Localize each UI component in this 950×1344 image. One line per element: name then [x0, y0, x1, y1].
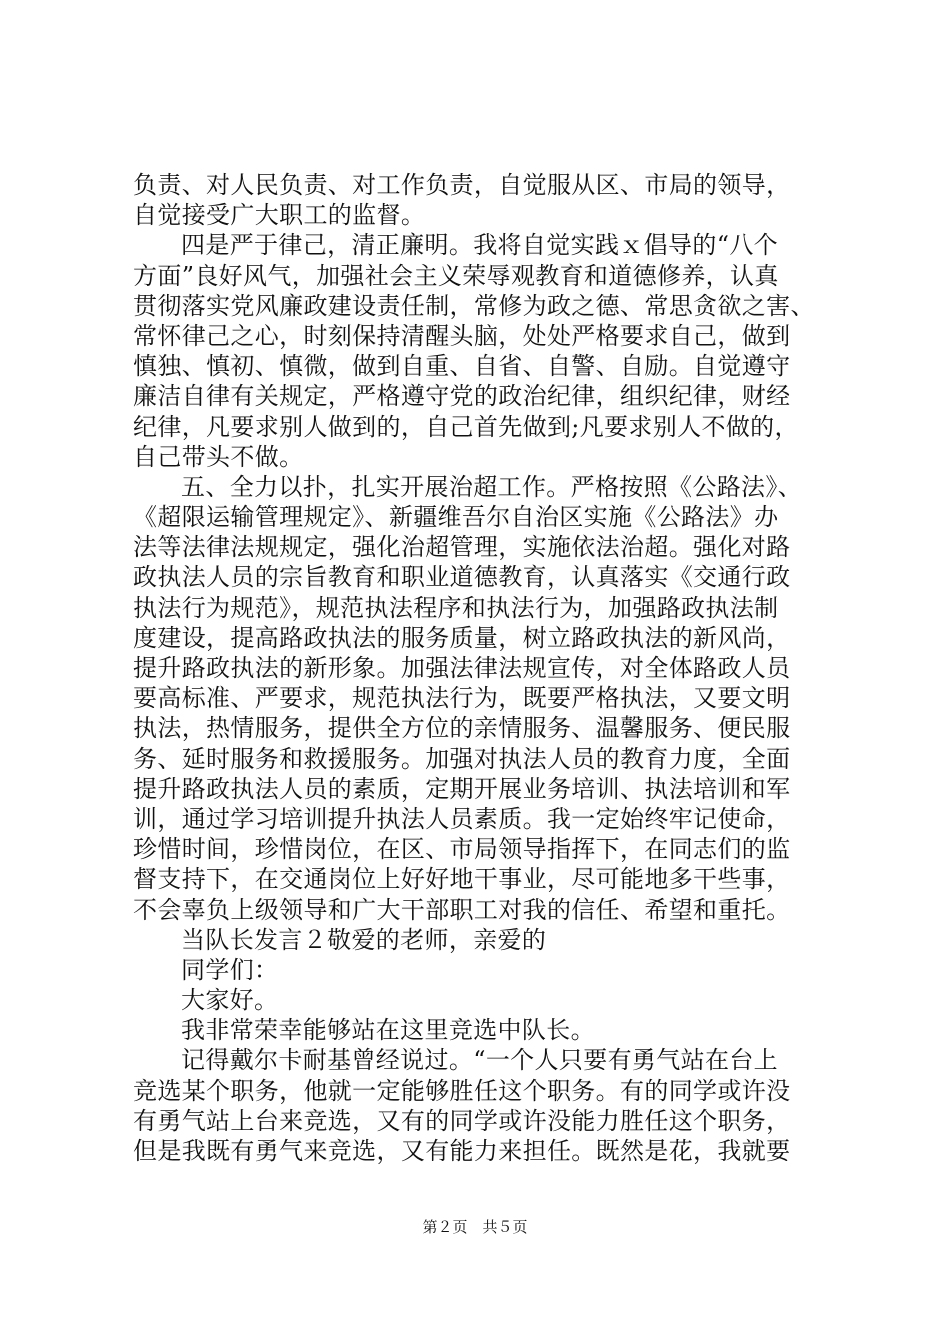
text-line: 务、延时服务和救援服务。加强对执法人员的教育力度，全面	[133, 744, 791, 773]
text-line: 但是我既有勇气来竞选，又有能力来担任。既然是花，我就要	[133, 1137, 791, 1165]
text-line: 提升路政执法的新形象。加强法律法规宣传，对全体路政人员	[133, 654, 791, 682]
text-line: 督支持下，在交通岗位上好好地干事业，尽可能地多干些事，	[133, 865, 791, 894]
text-line: 法等法律法规规定，强化治超管理，实施依法治超。强化对路	[133, 533, 791, 562]
text-line: 负责、对人民负责、对工作负责，自觉服从区、市局的领导，	[133, 171, 791, 199]
text-line: 《超限运输管理规定》、新疆维吾尔自治区实施《公路法》办	[133, 503, 779, 532]
text-line: 当队长发言２敬爱的老师，亲爱的	[181, 925, 547, 954]
text-line: 我非常荣幸能够站在这里竞选中队长。	[181, 1016, 595, 1045]
text-line: 同学们：	[181, 955, 279, 984]
text-line: 执法，热情服务，提供全方位的亲情服务、温馨服务、便民服	[133, 714, 791, 743]
text-line: 四是严于律己，清正廉明。我将自觉实践ｘ倡导的“八个	[181, 231, 779, 260]
text-line: 度建设，提高路政执法的服务质量，树立路政执法的新风尚，	[133, 623, 791, 652]
text-line: 五、全力以扑，扎实开展治超工作。严格按照《公路法》、	[181, 472, 803, 501]
text-line: 提升路政执法人员的素质，定期开展业务培训、执法培训和军	[133, 774, 791, 803]
text-line: 珍惜时间，珍惜岗位，在区、市局领导指挥下，在同志们的监	[133, 835, 791, 864]
text-line: 常怀律己之心，时刻保持清醒头脑，处处严格要求自己，做到	[133, 321, 791, 350]
text-line: 自觉接受广大职工的监督。	[133, 201, 426, 230]
text-line: 不会辜负上级领导和广大干部职工对我的信任、希望和重托。	[133, 895, 791, 924]
text-line: 执法行为规范》，规范执法程序和执法行为，加强路政执法制	[133, 593, 779, 622]
text-line: 政执法人员的宗旨教育和职业道德教育，认真落实《交通行政	[133, 563, 791, 592]
document-body	[133, 170, 833, 1166]
text-line: 记得戴尔卡耐基曾经说过。“一个人只要有勇气站在台上	[181, 1046, 779, 1075]
text-line: 贯彻落实党风廉政建设责任制，常修为政之德、常思贪欲之害、	[133, 291, 815, 320]
text-line: 方面”良好风气，加强社会主义荣辱观教育和道德修养，认真	[133, 261, 779, 290]
page-footer: 第２页 共５页	[422, 1218, 528, 1236]
text-line: 有勇气站上台来竞选，又有的同学或许没能力胜任这个职务，	[133, 1106, 791, 1135]
text-line: 训，通过学习培训提升执法人员素质。我一定始终牢记使命，	[133, 804, 791, 833]
text-line: 大家好。	[181, 986, 279, 1015]
text-line: 廉洁自律有关规定，严格遵守党的政治纪律，组织纪律，财经	[133, 382, 791, 411]
text-line: 要高标准、严要求，规范执法行为，既要严格执法，又要文明	[133, 684, 791, 713]
text-line: 纪律，凡要求别人做到的，自己首先做到;凡要求别人不做的，	[133, 412, 799, 441]
text-line: 慎独、慎初、慎微，做到自重、自省、自警、自励。自觉遵守	[133, 352, 791, 381]
text-line: 竞选某个职务，他就一定能够胜任这个职务。有的同学或许没	[133, 1076, 791, 1105]
text-line: 自己带头不做。	[133, 442, 304, 471]
